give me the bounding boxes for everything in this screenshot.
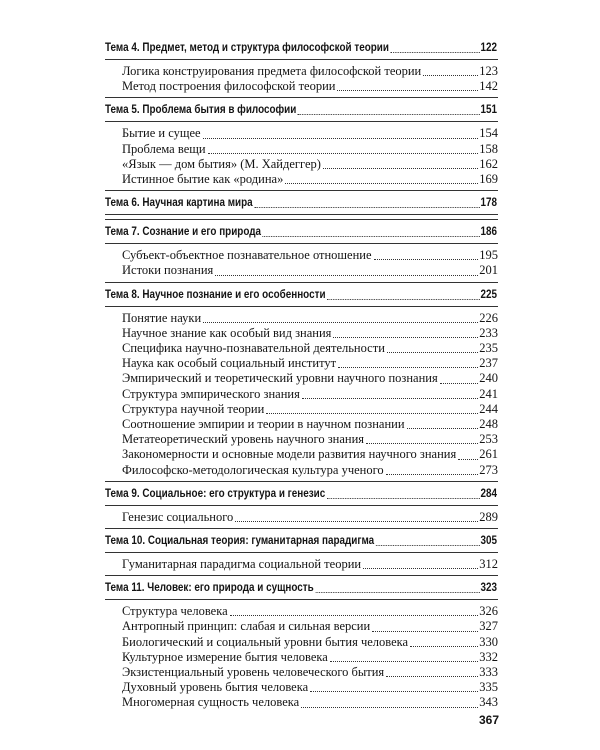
topic-title: Тема 5. Проблема бытия в философии bbox=[105, 104, 297, 117]
topic-page-number: 284 bbox=[480, 487, 498, 500]
entry-page-number: 241 bbox=[479, 386, 498, 401]
entry-page-number: 226 bbox=[479, 310, 498, 325]
topic-page-number: 225 bbox=[480, 288, 498, 301]
entry-page-number: 123 bbox=[479, 64, 498, 78]
topic-page-number: 323 bbox=[480, 582, 498, 595]
entry-page-number: 332 bbox=[479, 649, 498, 664]
entry-page-number: 201 bbox=[479, 263, 498, 278]
entry-page-number: 253 bbox=[479, 432, 498, 447]
entry-page-number: 233 bbox=[479, 325, 498, 340]
entry-page-number: 169 bbox=[479, 172, 498, 187]
entry-page-number: 195 bbox=[479, 248, 498, 263]
toc-entry[interactable] bbox=[105, 263, 498, 278]
leader-dots bbox=[366, 443, 478, 444]
leader-dots bbox=[363, 568, 478, 569]
entry-page-number: 335 bbox=[479, 680, 498, 695]
leader-dots bbox=[323, 168, 478, 169]
toc-entry[interactable] bbox=[105, 172, 498, 187]
leader-dots bbox=[235, 521, 478, 522]
section-divider bbox=[105, 121, 498, 122]
entry-title: Структура эмпирического знания bbox=[122, 386, 300, 401]
entry-title: Соотношение эмпирии и теории в научном познании bbox=[122, 417, 405, 432]
leader-dots bbox=[330, 661, 478, 662]
leader-dots bbox=[374, 259, 479, 260]
entry-title: Духовный уровень бытия человека bbox=[122, 680, 309, 695]
entry-page-number: 158 bbox=[479, 141, 498, 156]
section-divider bbox=[105, 243, 498, 244]
leader-dots bbox=[263, 236, 480, 237]
entry-title: Бытие и сущее bbox=[122, 126, 201, 141]
toc-topic-heading[interactable] bbox=[105, 40, 497, 56]
toc-entry[interactable] bbox=[105, 650, 498, 665]
entry-title: Метод построения философской теории bbox=[122, 79, 336, 94]
entry-title: Специфика научно-познавательной деятельности bbox=[122, 341, 385, 356]
entry-title: Проблема вещи bbox=[122, 141, 206, 156]
leader-dots bbox=[386, 676, 478, 677]
toc-entry[interactable] bbox=[105, 463, 498, 478]
leader-dots bbox=[333, 337, 478, 338]
topic-page-number: 122 bbox=[480, 42, 498, 54]
toc-topic-heading[interactable] bbox=[105, 195, 497, 211]
toc-entry[interactable] bbox=[105, 510, 498, 525]
toc-entry[interactable] bbox=[105, 79, 498, 94]
topic-page-number: 178 bbox=[480, 197, 498, 210]
leader-dots bbox=[337, 90, 478, 91]
topic-title: Тема 11. Человек: его природа и сущность bbox=[105, 582, 314, 595]
topic-title: Тема 8. Научное познание и его особенности bbox=[105, 288, 326, 301]
entry-page-number: 237 bbox=[479, 356, 498, 371]
entry-title: Истинное бытие как «родина» bbox=[122, 172, 284, 187]
section-divider bbox=[105, 214, 498, 215]
entry-page-number: 244 bbox=[479, 401, 498, 416]
leader-dots bbox=[387, 352, 478, 353]
section-divider bbox=[105, 528, 498, 529]
leader-dots bbox=[315, 592, 479, 593]
toc-entry[interactable] bbox=[105, 326, 498, 341]
toc-topic-heading[interactable] bbox=[105, 224, 497, 240]
toc-entry[interactable] bbox=[105, 126, 498, 141]
toc-entry[interactable] bbox=[105, 341, 498, 356]
topic-title: Тема 9. Социальное: его структура и генезис bbox=[105, 487, 326, 500]
entry-page-number: 312 bbox=[479, 557, 498, 572]
entry-title: Экзистенциальный уровень человеческого бытия bbox=[122, 665, 385, 680]
entry-title: Биологический и социальный уровни бытия человека bbox=[122, 634, 409, 649]
entry-title: Структура человека bbox=[122, 604, 228, 619]
entry-title: «Язык — дом бытия» (М. Хайдеггер) bbox=[122, 156, 321, 171]
leader-dots bbox=[310, 691, 478, 692]
entry-page-number: 142 bbox=[479, 79, 498, 94]
topic-title: Тема 7. Сознание и его природа bbox=[105, 226, 262, 239]
topic-title: Тема 4. Предмет, метод и структура философской теории bbox=[105, 42, 389, 54]
toc-entry[interactable] bbox=[105, 557, 498, 572]
leader-dots bbox=[440, 383, 479, 384]
toc-entry[interactable] bbox=[105, 665, 498, 680]
topic-title: Тема 6. Научная картина мира bbox=[105, 197, 253, 210]
leader-dots bbox=[208, 153, 479, 154]
toc-topic-heading[interactable] bbox=[105, 580, 497, 596]
entry-title: Научное знание как особый вид знания bbox=[122, 325, 332, 340]
toc-entry[interactable] bbox=[105, 402, 498, 417]
entry-page-number: 330 bbox=[479, 634, 498, 649]
leader-dots bbox=[298, 114, 480, 115]
toc-entry[interactable] bbox=[105, 635, 498, 650]
entry-title: Истоки познания bbox=[122, 263, 214, 278]
leader-dots bbox=[327, 299, 479, 300]
entry-page-number: 261 bbox=[479, 447, 498, 462]
leader-dots bbox=[203, 138, 479, 139]
entry-page-number: 154 bbox=[479, 126, 498, 141]
leader-dots bbox=[230, 615, 479, 616]
entry-page-number: 235 bbox=[479, 341, 498, 356]
toc-entry[interactable] bbox=[105, 248, 498, 263]
section-divider bbox=[105, 306, 498, 307]
section-divider bbox=[105, 599, 498, 600]
leader-dots bbox=[266, 413, 478, 414]
section-divider bbox=[105, 552, 498, 553]
topic-page-number: 186 bbox=[480, 226, 498, 239]
leader-dots bbox=[301, 707, 478, 708]
entry-title: Культурное измерение бытия человека bbox=[122, 649, 328, 664]
section-divider bbox=[105, 219, 498, 220]
leader-dots bbox=[386, 474, 479, 475]
entry-page-number: 162 bbox=[479, 156, 498, 171]
toc-entry[interactable] bbox=[105, 619, 498, 634]
toc-entry[interactable] bbox=[105, 371, 498, 386]
topic-title: Тема 10. Социальная теория: гуманитарная парадигма bbox=[105, 535, 375, 548]
section-divider bbox=[105, 282, 498, 283]
topic-page-number: 151 bbox=[480, 104, 498, 117]
entry-title: Многомерная сущность человека bbox=[122, 695, 300, 710]
section-divider bbox=[105, 575, 498, 576]
section-divider bbox=[105, 59, 498, 60]
toc-entry[interactable] bbox=[105, 387, 498, 402]
entry-title: Закономерности и основные модели развития научного знания bbox=[122, 447, 457, 462]
leader-dots bbox=[203, 322, 478, 323]
entry-title: Наука как особый социальный институт bbox=[122, 356, 337, 371]
entry-title: Философско-методологическая культура ученого bbox=[122, 462, 384, 477]
leader-dots bbox=[458, 459, 478, 460]
entry-page-number: 343 bbox=[479, 695, 498, 710]
entry-title: Субъект-объектное познавательное отношение bbox=[122, 248, 372, 263]
leader-dots bbox=[215, 275, 478, 276]
table-of-contents bbox=[105, 40, 498, 711]
entry-page-number: 248 bbox=[479, 417, 498, 432]
section-divider bbox=[105, 481, 498, 482]
toc-topic-heading[interactable] bbox=[105, 102, 497, 118]
leader-dots bbox=[372, 631, 478, 632]
entry-title: Антропный принцип: слабая и сильная версии bbox=[122, 619, 371, 634]
toc-entry[interactable] bbox=[105, 157, 498, 172]
entry-title: Гуманитарная парадигма социальной теории bbox=[122, 557, 362, 572]
toc-entry[interactable] bbox=[105, 417, 498, 432]
toc-entry[interactable] bbox=[105, 604, 498, 619]
entry-title: Эмпирический и теоретический уровни научного познания bbox=[122, 371, 438, 386]
leader-dots bbox=[302, 398, 478, 399]
toc-entry[interactable] bbox=[105, 447, 498, 462]
entry-title: Логика конструирования предмета философской теории bbox=[122, 64, 422, 78]
toc-topic-heading[interactable] bbox=[105, 533, 497, 549]
toc-entry[interactable] bbox=[105, 64, 498, 79]
toc-topic-heading[interactable] bbox=[105, 486, 497, 502]
leader-dots bbox=[410, 646, 478, 647]
entry-title: Метатеоретический уровень научного знания bbox=[122, 432, 365, 447]
page-number: 367 bbox=[478, 713, 499, 727]
toc-entry[interactable] bbox=[105, 311, 498, 326]
leader-dots bbox=[376, 545, 480, 546]
toc-entry[interactable] bbox=[105, 432, 498, 447]
entry-page-number: 273 bbox=[479, 462, 498, 477]
leader-dots bbox=[254, 207, 479, 208]
section-divider bbox=[105, 97, 498, 98]
entry-page-number: 326 bbox=[479, 604, 498, 619]
entry-page-number: 289 bbox=[479, 509, 498, 524]
toc-entry[interactable] bbox=[105, 356, 498, 371]
leader-dots bbox=[338, 367, 478, 368]
section-divider bbox=[105, 190, 498, 191]
section-divider bbox=[105, 505, 498, 506]
toc-entry[interactable] bbox=[105, 695, 498, 710]
entry-page-number: 327 bbox=[479, 619, 498, 634]
leader-dots bbox=[285, 183, 478, 184]
leader-dots bbox=[423, 75, 478, 76]
toc-topic-heading[interactable] bbox=[105, 287, 497, 303]
toc-entry[interactable] bbox=[105, 142, 498, 157]
leader-dots bbox=[327, 498, 480, 499]
entry-title: Структура научной теории bbox=[122, 401, 265, 416]
entry-page-number: 333 bbox=[479, 665, 498, 680]
leader-dots bbox=[391, 52, 480, 53]
entry-title: Понятие науки bbox=[122, 310, 202, 325]
topic-page-number: 305 bbox=[480, 535, 498, 548]
leader-dots bbox=[407, 428, 479, 429]
toc-entry[interactable] bbox=[105, 680, 498, 695]
entry-page-number: 240 bbox=[479, 371, 498, 386]
entry-title: Генезис социального bbox=[122, 509, 234, 524]
